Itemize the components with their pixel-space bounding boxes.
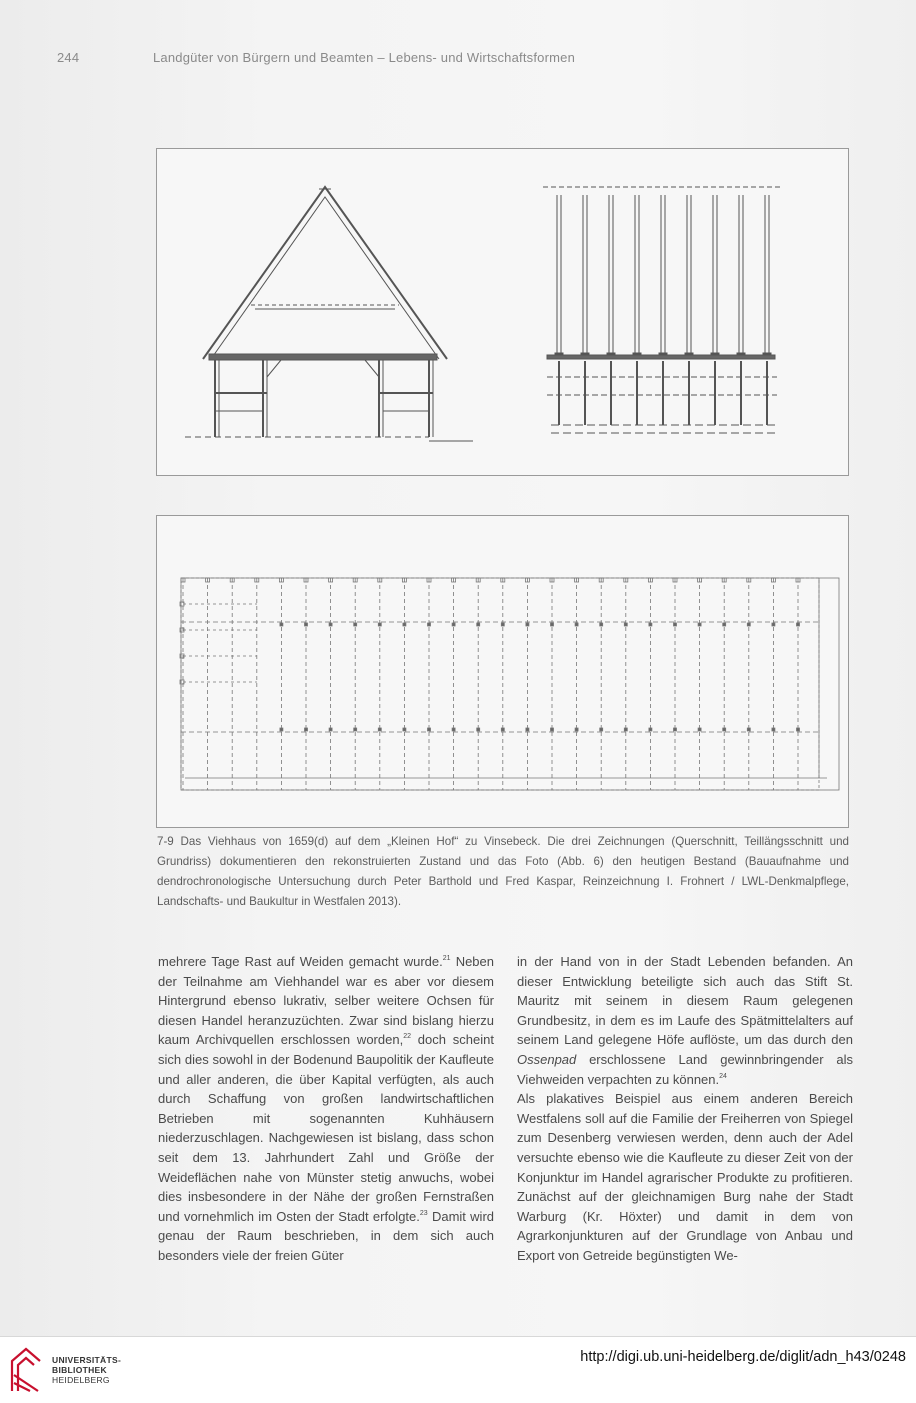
library-name-line: BIBLIOTHEK [52, 1365, 107, 1375]
library-name-line: HEIDELBERG [52, 1375, 110, 1385]
text-run: Damit wird genau der Raum beschrieben, in dem sich auch besonders viele der freien Güter [158, 1208, 494, 1263]
sections-drawing [157, 149, 848, 475]
source-url-link[interactable]: http://digi.ub.uni-heidelberg.de/diglit/adn_h43/0248 [580, 1349, 906, 1365]
figure-caption: 7-9 Das Viehhaus von 1659(d) auf dem „Kleinen Hof“ zu Vinsebeck. Die drei Zeichnungen (Querschnitt, Teillängsschnitt und Grundriss) dokumentieren den rekonstruierten Zustand und das Foto (Abb. 6) den heutigen Bestand (Bauaufnahme und dendrochronologische Untersuchung durch Peter Barthold und Fred Kaspar, Reinzeichnung I. Frohnert / LWL-Denkmalpflege, Landschafts- und Baukultur in Westfalen 2013). [157, 835, 849, 908]
paragraph: Als plakatives Beispiel aus einem anderen Bereich Westfalens soll auf die Familie der Freiherren von Spiegel zum Desenberg verwiesen werden, denn auch der Adel versuchte ebenso wie die Kaufleute zu dieser Zeit von der Konjunktur im Handel agrarischer Produkte zu profitieren. Zunächst auf der gleichnamigen Burg nahe der Stadt Warburg (Kr. Höxter) und damit in dem von Agrarkonjunkturen auf der Grundlage von Anbau und Export von Getreide begünstigten We- [517, 1091, 853, 1263]
longitudinal-section-drawing [543, 187, 783, 433]
footnote-ref-23[interactable]: 23 [419, 1209, 428, 1217]
running-header [57, 50, 575, 65]
text-run: erschlossene Land gewinnbringender als Viehweiden verpachten zu können. [517, 1051, 853, 1087]
footnote-ref-22[interactable]: 22 [403, 1033, 411, 1041]
cross-section-drawing [185, 187, 473, 441]
page-number: 244 [57, 50, 80, 65]
figure-sections [156, 148, 849, 476]
text-run: mehrere Tage Rast auf Weiden gemacht wurde. [158, 954, 443, 969]
footer-bar [0, 1336, 916, 1403]
text-column-left [158, 952, 494, 1266]
figure-floor-plan [156, 515, 849, 828]
text-run: doch scheint sich dies sowohl in der Bodenund Baupolitik der Kaufleute und aller anderen, die über Kapital verfügten, als auch durch Schaffung von großen landwirtschaftlichen Betrieben mit sogenannten Kuhhäusern niederzuschlagen. Nachgewiesen ist bislang, dass schon seit dem 13. Jahrhundert Zahl und Größe der Weideflächen nahe von Münster stetig anwuchs, wobei dies insbesondere in der Nähe der großen Fernstraßen und vornehmlich im Osten der Stadt erfolgte. [158, 1032, 494, 1224]
paragraph [517, 952, 853, 1089]
paragraph [158, 952, 494, 1266]
floor-plan-drawing [157, 516, 848, 827]
library-name [52, 1355, 121, 1385]
text-run: Neben der Teilnahme am Viehhandel war es aber vor diesem Hintergrund ebenso lukrativ, selber weitere Ochsen für diesen Handel heranzuzüchten. Zwar sind bislang hierzu kaum Archivquellen erschlossen worden, [158, 954, 494, 1048]
library-name-line: UNIVERSITÄTS- [52, 1355, 122, 1365]
emphasis-ossenpad: Ossenpad [517, 1051, 577, 1067]
text-column-right [517, 952, 853, 1266]
footnote-ref-21[interactable]: 21 [442, 955, 451, 962]
footnote-ref-24[interactable]: 24 [719, 1072, 727, 1080]
running-title: Landgüter von Bürgern und Beamten – Lebens- und Wirtschaftsformen [153, 50, 576, 65]
library-logo-icon[interactable] [10, 1347, 44, 1393]
text-run: in der Hand von in der Stadt Lebenden befanden. An dieser Entwicklung beteiligte sich auch das Stift St. Mauritz mit seinem in diesem Raum gelegenen Grundbesitz, in dem es im Laufe des Spätmittelalters auf seinem Land gelegene Höfe auflöste, um das durch den [517, 954, 853, 1048]
